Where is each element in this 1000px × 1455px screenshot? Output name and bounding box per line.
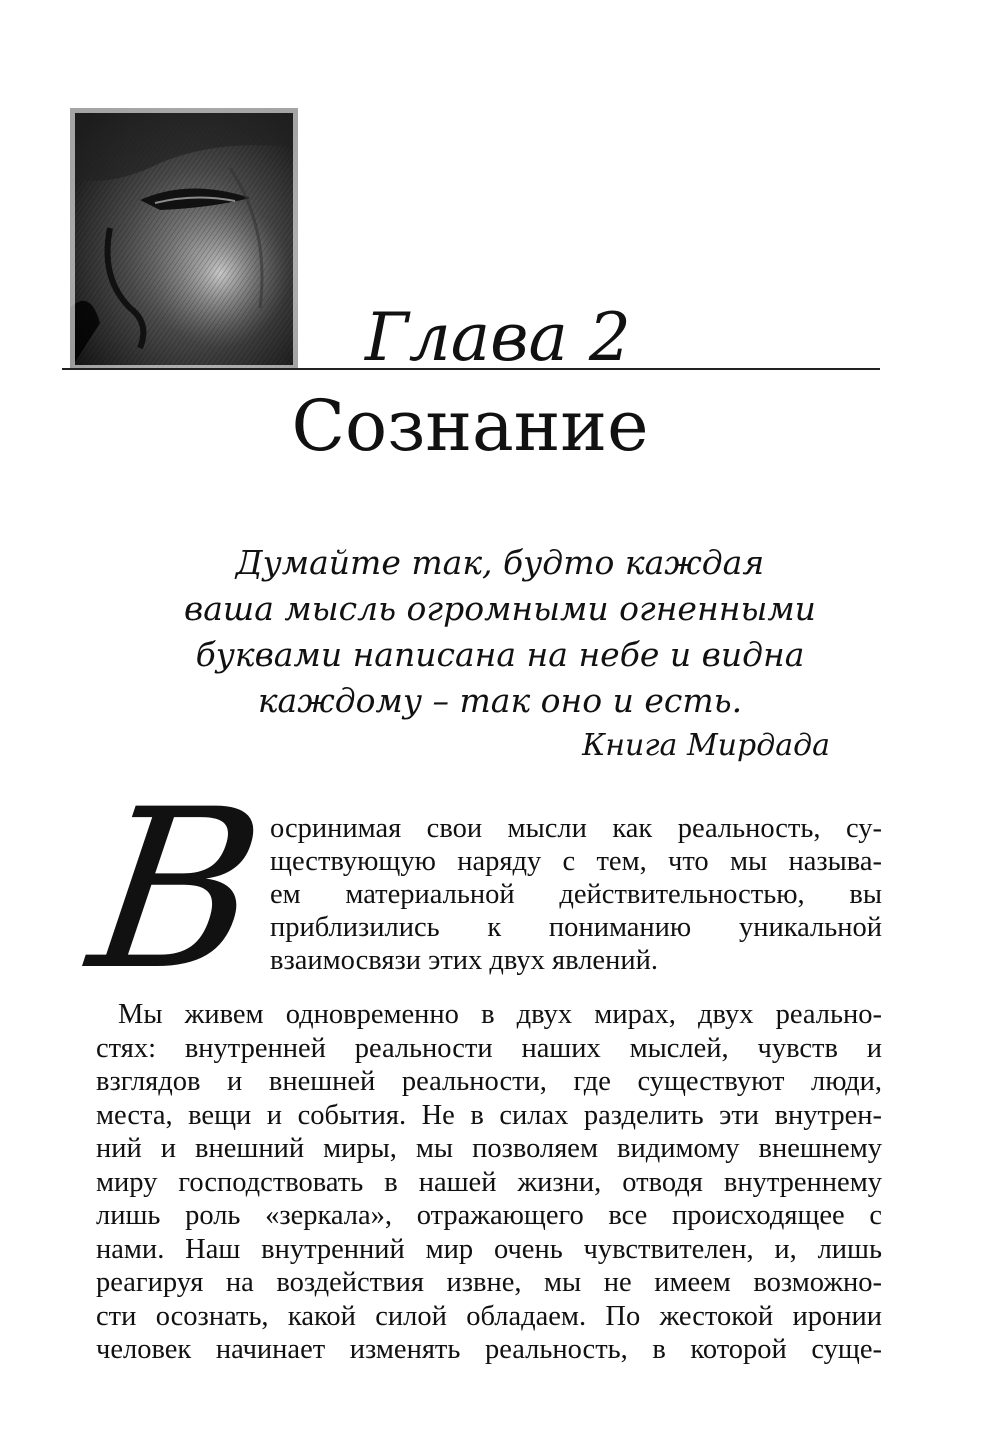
body-paragraph (96, 998, 882, 1367)
epigraph-line: ваша мысль огромными огненными (184, 589, 816, 628)
face-engraving-icon (70, 108, 298, 370)
paragraph-line: места, вещи и события. Не в силах разделить эти внутрен- (96, 1099, 882, 1131)
paragraph-line: осринимая свои мысли как реальность, су- (270, 813, 882, 844)
paragraph-line: ний и внешний миры, мы позволяем видимому внешнему (96, 1133, 882, 1164)
portrait-illustration (70, 108, 298, 370)
chapter-label: Глава 2 (365, 299, 631, 376)
paragraph-line: реагируя на воздействия извне, мы не имеем возможно- (96, 1267, 882, 1298)
paragraph-line: ществующую наряду с тем, что мы называ- (270, 846, 882, 877)
paragraph-line: стях: внутренней реальности наших мыслей, чувств и (96, 1032, 882, 1064)
paragraph-line: Мы живем одновременно в двух мирах, двух реально- (118, 999, 882, 1030)
epigraph-line: каждому – так оно и есть. (257, 681, 743, 720)
epigraph-line: буквами написана на небе и видна (195, 635, 805, 674)
epigraph-line: Думайте так, будто каждая (235, 543, 765, 582)
paragraph-line: взглядов и внешней реальности, где существуют люди, (96, 1066, 882, 1097)
paragraph-line: лишь роль «зеркала», отражающего все происходящее с (96, 1200, 882, 1231)
chapter-divider (62, 368, 880, 370)
paragraph-line: человек начинает изменять реальность, в которой суще- (96, 1334, 882, 1365)
paragraph-line: приблизились к пониманию уникальной (270, 912, 882, 943)
paragraph-line: сти осознать, какой силой обладаем. По жестокой иронии (96, 1300, 882, 1332)
epigraph (180, 540, 820, 724)
paragraph-line: взаимосвязи этих двух явлений. (270, 945, 658, 976)
paragraph-line: ем материальной действительностью, вы (270, 879, 882, 910)
drop-cap-letter: В (78, 762, 276, 1018)
drop-cap (78, 762, 286, 1018)
paragraph-line: миру господствовать в нашей жизни, отводя внутреннему (96, 1166, 882, 1198)
first-paragraph (270, 812, 882, 977)
paragraph-line: нами. Наш внутренний мир очень чувствителен, и, лишь (96, 1233, 882, 1265)
chapter-title: Сознание (291, 385, 649, 467)
epigraph-author: Книга Мирдада (582, 728, 830, 763)
